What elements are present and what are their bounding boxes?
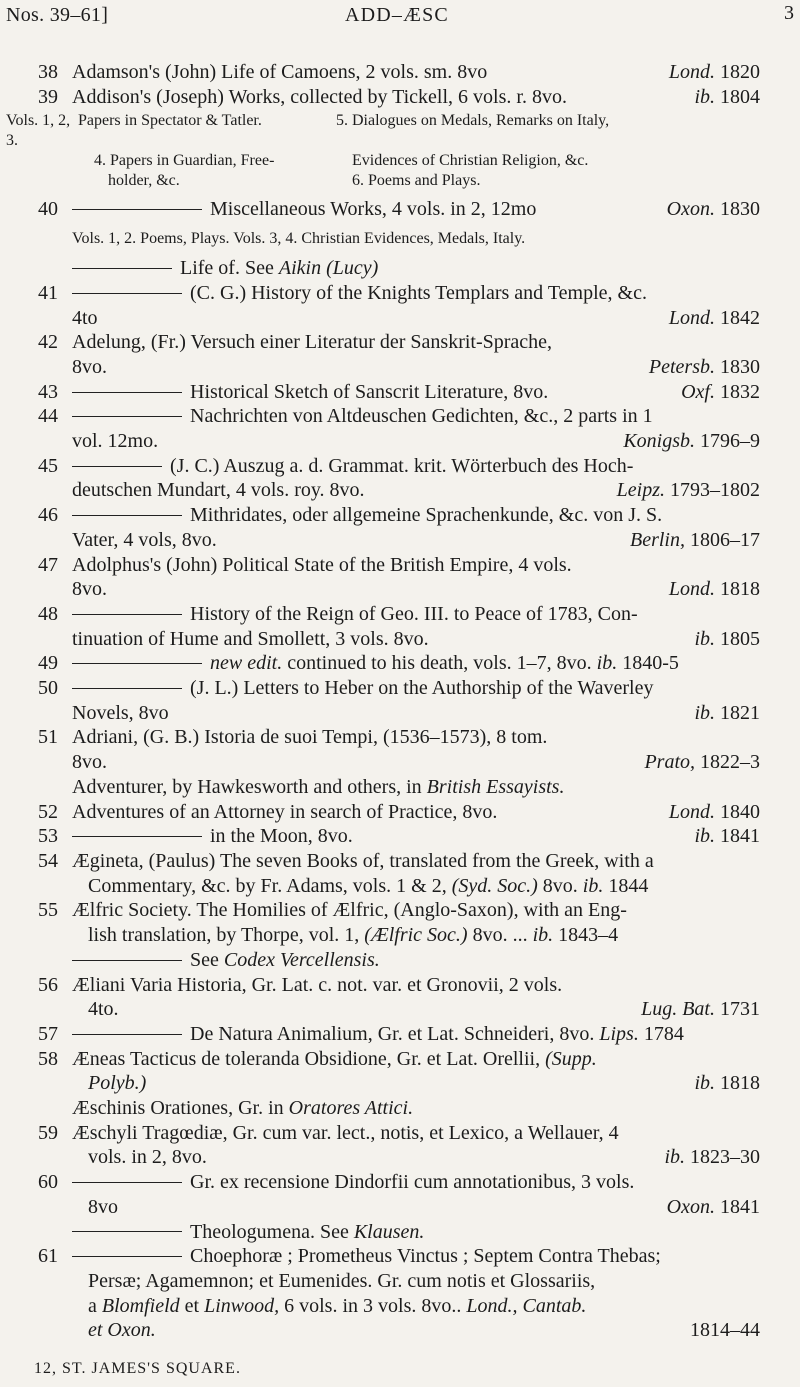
entry-text: continued to his death, vols. 1–7, 8vo.	[287, 652, 592, 675]
entry-39	[0, 85, 800, 110]
entry-place: Lond., Cantab.	[466, 1294, 587, 1317]
entry-text: 8vo.	[72, 578, 107, 601]
note-prefix: Vols. 1, 2, 3.	[6, 112, 71, 150]
entry-place: Prato,	[644, 751, 695, 774]
entry-place: ib.	[532, 924, 554, 947]
entry-place: ib.	[694, 85, 715, 108]
entry-49	[0, 651, 800, 676]
entry-text: Historical Sketch of Sanscrit Literature, 8vo.	[190, 380, 549, 403]
entry-number: 52	[38, 800, 58, 823]
ditto-rule	[72, 960, 182, 961]
entry-year: 1820	[720, 61, 760, 83]
ditto-rule	[72, 836, 202, 837]
ditto-rule	[72, 515, 182, 516]
ditto-rule	[72, 614, 182, 615]
entry-year: 1804	[720, 85, 760, 108]
entry-number: 55	[38, 899, 58, 922]
entry-year: 1830	[720, 198, 760, 221]
entry-number: 51	[38, 726, 58, 749]
entry-text: Adolphus's (John) Political State of the British Empire, 4 vols.	[72, 553, 572, 576]
entry-number: 60	[38, 1171, 58, 1194]
entry-place: Oxon.	[666, 1195, 715, 1218]
entry-year: 1806–17	[690, 528, 760, 551]
misc-works-volumes-note: Vols. 1, 2. Poems, Plays. Vols. 3, 4. Christian Evidences, Medals, Italy.	[72, 230, 526, 248]
entry-text: See	[190, 948, 219, 971]
entry-text: 8vo.	[542, 874, 578, 897]
see-reference: Aikin (Lucy)	[278, 257, 379, 280]
entry-58	[0, 1047, 800, 1096]
entry-place: ib.	[694, 1072, 715, 1095]
entry-place: ib.	[582, 874, 604, 897]
entry-year: 1840-5	[622, 652, 679, 675]
entry-text: 8vo	[88, 1195, 118, 1218]
entry-place: Oxon.	[666, 198, 715, 221]
series-name: (Ælfric Soc.)	[364, 924, 468, 947]
cross-reference-adventurer	[0, 775, 800, 800]
editor-name: Linwood,	[204, 1294, 280, 1317]
entry-text: vols. in 2, 8vo.	[88, 1146, 207, 1169]
entry-53	[0, 824, 800, 849]
entry-text: Æschyli Tragœdiæ, Gr. cum var. lect., notis, et Lexico, a Wellauer, 4	[72, 1121, 619, 1144]
cross-reference-aeschinis	[0, 1096, 800, 1121]
entry-text: Theologumena. See	[190, 1220, 349, 1243]
entry-text: Adamson's (John) Life of Camoens, 2 vols. sm. 8vo	[72, 61, 488, 83]
ditto-rule	[72, 293, 182, 294]
edition-label: new edit.	[210, 652, 283, 675]
entry-number: 47	[38, 553, 58, 576]
entry-text: Miscellaneous Works, 4 vols. in 2, 12mo	[210, 198, 537, 221]
header-page-number: 3	[784, 2, 794, 24]
entry-text: History of the Reign of Geo. III. to Peace of 1783, Con-	[190, 602, 638, 625]
entry-place: Konigsb.	[623, 430, 695, 453]
see-reference: Codex Vercellensis.	[223, 948, 380, 971]
series-name: Polyb.)	[88, 1072, 147, 1095]
entry-text: vol. 12mo.	[72, 430, 159, 453]
entry-text: Commentary, &c. by Fr. Adams, vols. 1 & 2,	[88, 874, 447, 897]
entry-text: Gr. ex recensione Dindorfii cum annotationibus, 3 vols.	[190, 1171, 635, 1194]
cross-reference-theologumena	[0, 1220, 800, 1245]
editor-name: Blomfield	[101, 1294, 180, 1317]
entry-year: 1842	[720, 306, 760, 329]
page-footer-address: 12, ST. JAMES'S SQUARE.	[34, 1360, 241, 1377]
ditto-rule	[72, 392, 182, 393]
series-name: (Syd. Soc.)	[451, 874, 538, 897]
entry-year: 1805	[720, 627, 760, 650]
entry-59	[0, 1121, 800, 1170]
entry-text: in the Moon, 8vo.	[210, 825, 353, 848]
series-name: (Supp.	[545, 1047, 597, 1070]
entry-text: deutschen Mundart, 4 vols. roy. 8vo.	[72, 479, 365, 502]
entry-text: 8vo. ...	[472, 924, 528, 947]
entry-number: 44	[38, 405, 58, 428]
entry-number: 39	[38, 85, 58, 108]
entry-45	[0, 454, 800, 503]
entry-51	[0, 725, 800, 774]
header-entry-range: Nos. 39–61]	[6, 4, 109, 26]
cross-reference-life	[0, 256, 800, 281]
entry-text: Adventurer, by Hawkesworth and others, in	[72, 775, 422, 798]
entry-number: 43	[38, 380, 58, 403]
entry-number: 46	[38, 504, 58, 527]
entry-place: Lond.	[668, 578, 715, 601]
entry-number: 56	[38, 973, 58, 996]
entry-57	[0, 1022, 800, 1047]
entry-year: 1784	[643, 1022, 684, 1045]
entry-year: 1821	[720, 701, 760, 724]
entry-place: ib.	[694, 627, 715, 650]
entry-year: 1832	[720, 380, 760, 403]
entry-number: 57	[38, 1022, 58, 1045]
entry-text: Æneas Tacticus de toleranda Obsidione, Gr. et Lat. Orellii,	[72, 1047, 541, 1070]
entry-year: 1841	[720, 825, 760, 848]
entry-55	[0, 898, 800, 947]
entry-place: Lond.	[668, 61, 715, 83]
entry-year: 1814–44	[690, 1319, 760, 1342]
entry-text: 8vo.	[72, 355, 107, 378]
entry-number: 38	[38, 61, 58, 83]
ditto-rule	[72, 1182, 182, 1183]
entry-50	[0, 676, 800, 725]
header-title: ADD–ÆSC	[345, 4, 449, 26]
entry-number: 45	[38, 454, 58, 477]
ditto-rule	[72, 209, 202, 210]
entry-54	[0, 849, 800, 898]
entry-text: 6 vols. in 3 vols. 8vo..	[284, 1294, 462, 1317]
entry-place: Berlin,	[630, 528, 685, 551]
entry-text: Ælfric Society. The Homilies of Ælfric, (Anglo-Saxon), with an Eng-	[72, 899, 627, 922]
entry-number: 53	[38, 825, 58, 848]
ditto-rule	[72, 663, 202, 664]
entry-year: 1818	[720, 578, 760, 601]
entry-place: ib.	[694, 701, 715, 724]
entry-number: 42	[38, 331, 58, 354]
entry-text: De Natura Animalium, Gr. et Lat. Schneideri, 8vo.	[190, 1022, 595, 1045]
entry-year: 1822–3	[700, 751, 760, 774]
entry-place: Lond.	[668, 800, 715, 823]
ditto-rule	[72, 1034, 182, 1035]
entry-text: Nachrichten von Altdeuschen Gedichten, &c., 2 parts in 1	[190, 405, 653, 428]
entry-text: Adventures of an Attorney in search of Practice, 8vo.	[72, 800, 498, 823]
entry-year: 1841	[720, 1195, 760, 1218]
entry-47	[0, 553, 800, 602]
entry-year: 1796–9	[700, 430, 760, 453]
addison-volumes-note	[0, 111, 800, 191]
cross-reference-codex	[0, 948, 800, 973]
entry-text: Addison's (Joseph) Works, collected by Tickell, 6 vols. r. 8vo.	[72, 85, 567, 108]
entry-text: Life of. See	[180, 257, 274, 280]
entry-43	[0, 380, 800, 405]
entry-year: 1823–30	[690, 1146, 760, 1169]
entry-year: 1731	[720, 998, 760, 1021]
entry-year: 1830	[720, 355, 760, 378]
entry-place: Petersb.	[648, 355, 715, 378]
entry-number: 40	[38, 198, 58, 221]
entry-place: ib.	[596, 652, 618, 675]
ditto-rule	[72, 268, 172, 269]
see-reference: Oratores Attici.	[288, 1097, 414, 1120]
entry-place: Lond.	[668, 306, 715, 329]
entry-number: 54	[38, 849, 58, 872]
entry-text: Mithridates, oder allgemeine Sprachenkunde, &c. von J. S.	[190, 504, 663, 527]
entry-number: 48	[38, 602, 58, 625]
note-item: holder, &c.	[108, 172, 180, 190]
entry-year: 1793–1802	[670, 479, 760, 502]
entry-number: 50	[38, 677, 58, 700]
ditto-rule	[72, 1256, 182, 1257]
entry-text: 4to	[72, 306, 98, 329]
ditto-rule	[72, 688, 182, 689]
entry-text: a	[88, 1294, 97, 1317]
see-reference: British Essayists.	[426, 775, 565, 798]
entry-place: Oxf.	[681, 380, 715, 403]
entry-61	[0, 1244, 800, 1343]
entry-52	[0, 800, 800, 825]
entry-44	[0, 404, 800, 453]
note-item: 5. Dialogues on Medals, Remarks on Italy,	[336, 112, 610, 130]
entry-number: 41	[38, 281, 58, 304]
entry-41	[0, 281, 800, 330]
see-reference: Klausen.	[353, 1220, 425, 1243]
entry-number: 49	[38, 652, 58, 675]
entry-text: Adriani, (G. B.) Istoria de suoi Tempi, (1536–1573), 8 tom.	[72, 726, 548, 749]
entry-text: Æschinis Orationes, Gr. in	[72, 1097, 284, 1120]
entry-year: 1843–4	[558, 924, 619, 947]
page-header	[0, 0, 800, 40]
ditto-rule	[72, 466, 162, 467]
entry-42	[0, 330, 800, 379]
entry-text: Æliani Varia Historia, Gr. Lat. c. not. var. et Gronovii, 2 vols.	[72, 973, 563, 996]
entry-text: et	[184, 1294, 200, 1317]
entry-56	[0, 973, 800, 1022]
entry-text: (C. G.) History of the Knights Templars and Temple, &c.	[190, 281, 647, 304]
entry-text: Adelung, (Fr.) Versuch einer Literatur der Sanskrit-Sprache,	[72, 331, 553, 354]
entry-text: Novels, 8vo	[72, 701, 169, 724]
entry-place: Leipz.	[616, 479, 665, 502]
ditto-rule	[72, 416, 182, 417]
ditto-rule	[72, 1231, 182, 1232]
entry-text: Persæ; Agamemnon; et Eumenides. Gr. cum notis et Glossariis,	[88, 1269, 596, 1292]
entry-number: 59	[38, 1121, 58, 1144]
note-item: Evidences of Christian Religion, &c.	[352, 152, 589, 170]
catalogue-entries	[0, 60, 800, 1343]
entry-number: 61	[38, 1245, 58, 1268]
note-item: 6. Poems and Plays.	[352, 172, 481, 190]
note-item: Papers in Spectator & Tatler.	[78, 112, 262, 130]
entry-year: 1840	[720, 800, 760, 823]
entry-40	[0, 197, 800, 222]
entry-place: Lips.	[599, 1022, 639, 1045]
entry-place: Lug. Bat.	[641, 998, 715, 1021]
entry-text: 4to.	[88, 998, 119, 1021]
entry-text: (J. C.) Auszug a. d. Grammat. krit. Wörterbuch des Hoch-	[170, 454, 634, 477]
entry-text: lish translation, by Thorpe, vol. 1,	[88, 924, 360, 947]
entry-year: 1844	[608, 874, 649, 897]
entry-year: 1818	[720, 1072, 760, 1095]
entry-text: Ægineta, (Paulus) The seven Books of, translated from the Greek, with a	[72, 849, 654, 872]
entry-place: et Oxon.	[88, 1319, 156, 1342]
entry-place: ib.	[664, 1146, 685, 1169]
entry-48	[0, 602, 800, 651]
entry-text: Vater, 4 vols, 8vo.	[72, 528, 217, 551]
entry-60	[0, 1170, 800, 1219]
entry-number: 58	[38, 1047, 58, 1070]
entry-place: ib.	[694, 825, 715, 848]
entry-text: tinuation of Hume and Smollett, 3 vols. 8vo.	[72, 627, 429, 650]
entry-46	[0, 503, 800, 552]
entry-text: 8vo.	[72, 751, 107, 774]
note-item: 4. Papers in Guardian, Free-	[94, 152, 275, 170]
entry-text: (J. L.) Letters to Heber on the Authorship of the Waverley	[190, 677, 654, 700]
entry-text: Choephoræ ; Prometheus Vinctus ; Septem Contra Thebas;	[190, 1245, 661, 1268]
entry-38	[0, 60, 800, 85]
